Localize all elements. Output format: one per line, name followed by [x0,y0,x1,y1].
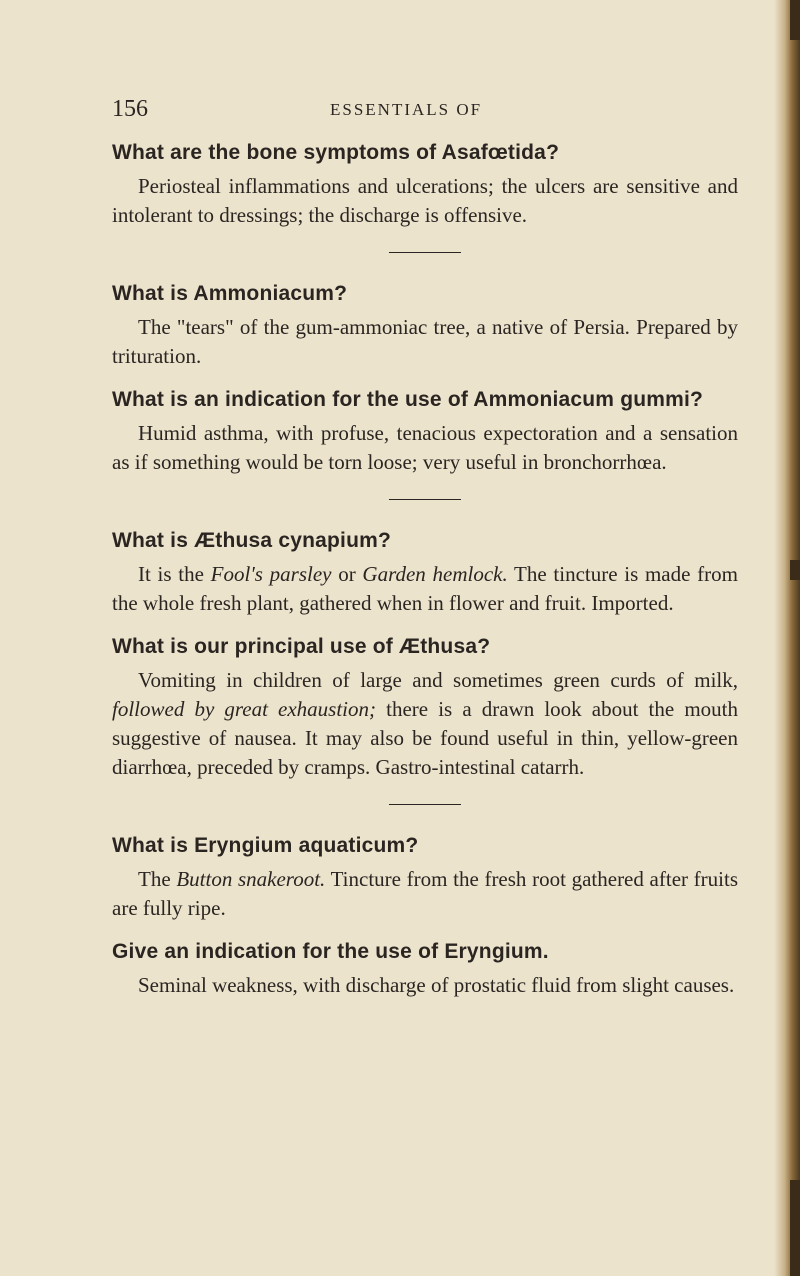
question: What is Eryngium aquaticum? [112,834,419,857]
answer [112,666,738,782]
answer-emphasis: Garden hemlock. [362,562,508,586]
qa-block [112,937,738,1000]
answer [112,560,738,618]
page-header [112,96,732,126]
question: What is our principal use of Æthusa? [112,635,491,658]
qa-block [112,385,738,477]
answer-text: or [331,562,363,586]
section-divider [389,252,461,253]
answer-text: there is a drawn look about the mouth suggestive of nausea. It may also be found useful in thin, yellow-green diarrhœa, preceded by cramps. Gastro-intestinal catarrh. [112,697,738,779]
answer-text: Tincture from the fresh root gathered after fruits are fully ripe. [112,867,738,920]
qa-block [112,632,738,782]
qa-block [112,279,738,371]
answer: Seminal weakness, with discharge of prostatic fluid from slight causes. [138,973,735,997]
qa-block [112,831,738,923]
answer: Periosteal inflammations and ulcerations; the ulcers are sensitive and intolerant to dressings; the discharge is offensive. [112,174,738,227]
answer [112,865,738,923]
answer-emphasis: Button snakeroot. [176,867,326,891]
question: What is Ammoniacum? [112,282,348,305]
answer-emphasis: followed by great exhaustion; [112,697,377,721]
page-number: 156 [112,96,148,122]
qa-block [112,138,738,230]
question: Give an indication for the use of Eryngium. [112,940,549,963]
page-body [112,138,738,1014]
answer-text: The tincture is made from the whole fresh plant, gathered when in flower and fruit. Imported. [112,562,738,615]
answer-emphasis: Fool's parsley [210,562,332,586]
page-edge-shadow [774,0,800,1276]
answer: Humid asthma, with profuse, tenacious expectoration and a sensation as if something would be torn loose; very useful in bronchorrhœa. [112,421,738,474]
answer-text: The [138,867,177,891]
question: What are the bone symptoms of Asafœtida? [112,141,560,164]
running-head: ESSENTIALS OF [330,100,483,119]
answer-text: Vomiting in children of large and sometimes green curds of milk, [138,668,738,692]
section-divider [389,804,461,805]
question: What is Æthusa cynapium? [112,529,391,552]
section-divider [389,499,461,500]
qa-block [112,526,738,618]
answer: The "tears" of the gum-ammoniac tree, a native of Persia. Prepared by trituration. [112,315,738,368]
answer-text: It is the [138,562,211,586]
question: What is an indication for the use of Ammoniacum gummi? [112,388,704,411]
